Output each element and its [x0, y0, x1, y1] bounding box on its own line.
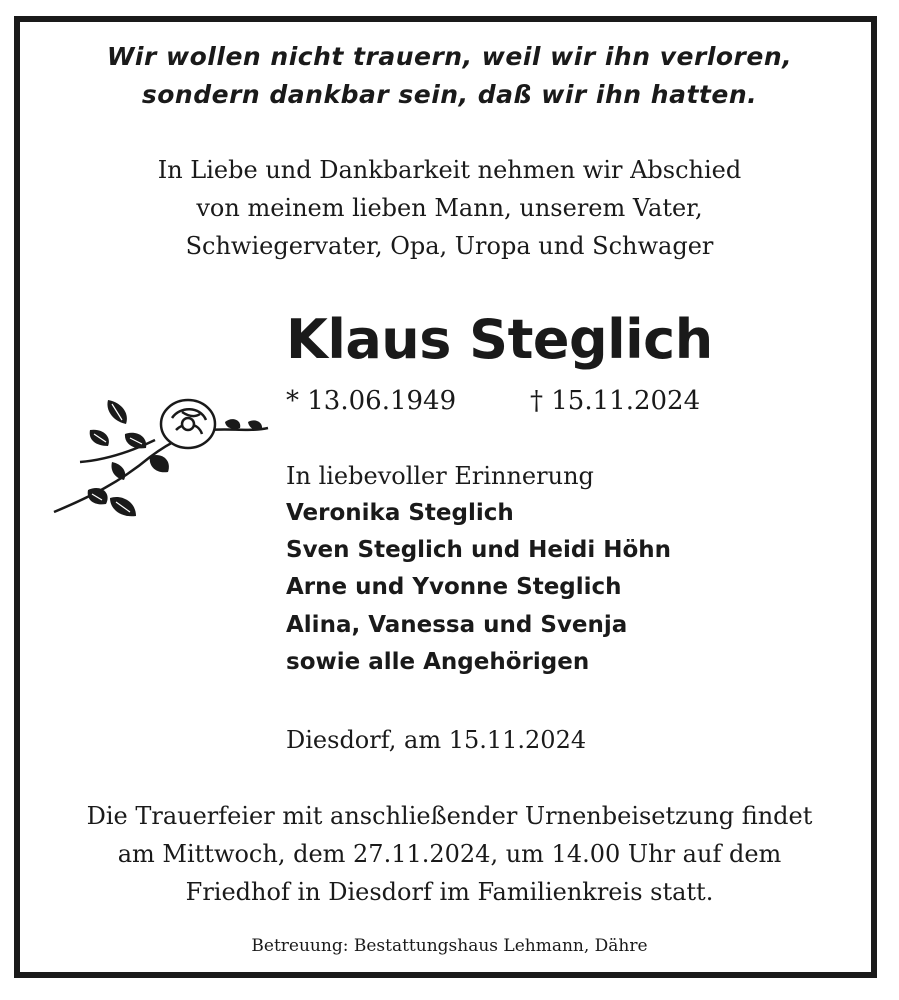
funeral-home-credit: Betreuung: Bestattungshaus Lehmann, Dähre	[251, 936, 648, 956]
motto-line-1: Wir wollen nicht trauern, weil wir ihn verloren,	[106, 42, 793, 71]
intro-line-3: Schwiegervater, Opa, Uropa und Schwager	[185, 232, 714, 260]
mourner-name: Sven Steglich und Heidi Höhn	[286, 537, 672, 563]
deceased-name: Klaus Steglich	[286, 308, 713, 371]
intro-line-2: von meinem lieben Mann, unserem Vater,	[196, 194, 703, 222]
ceremony-line-1: Die Trauerfeier mit anschließender Urnenbeisetzung findet	[86, 802, 813, 830]
mourner-name: Veronika Steglich	[286, 500, 514, 526]
motto-line-2: sondern dankbar sein, daß wir ihn hatten.	[141, 80, 758, 109]
death-date: † 15.11.2024	[530, 386, 701, 416]
ceremony-line-2: am Mittwoch, dem 27.11.2024, um 14.00 Uhr auf dem	[117, 840, 782, 868]
ceremony-line-3: Friedhof in Diesdorf im Familienkreis statt.	[185, 878, 714, 906]
mourner-name: Arne und Yvonne Steglich	[286, 574, 622, 600]
mourner-name: Alina, Vanessa und Svenja	[286, 612, 628, 638]
intro-line-1: In Liebe und Dankbarkeit nehmen wir Abschied	[157, 156, 742, 184]
mourner-name: sowie alle Angehörigen	[286, 649, 590, 675]
rose-icon	[50, 392, 275, 527]
birth-date: * 13.06.1949	[286, 386, 457, 416]
place-date: Diesdorf, am 15.11.2024	[286, 726, 587, 754]
mourners-intro: In liebevoller Erinnerung	[286, 462, 594, 490]
